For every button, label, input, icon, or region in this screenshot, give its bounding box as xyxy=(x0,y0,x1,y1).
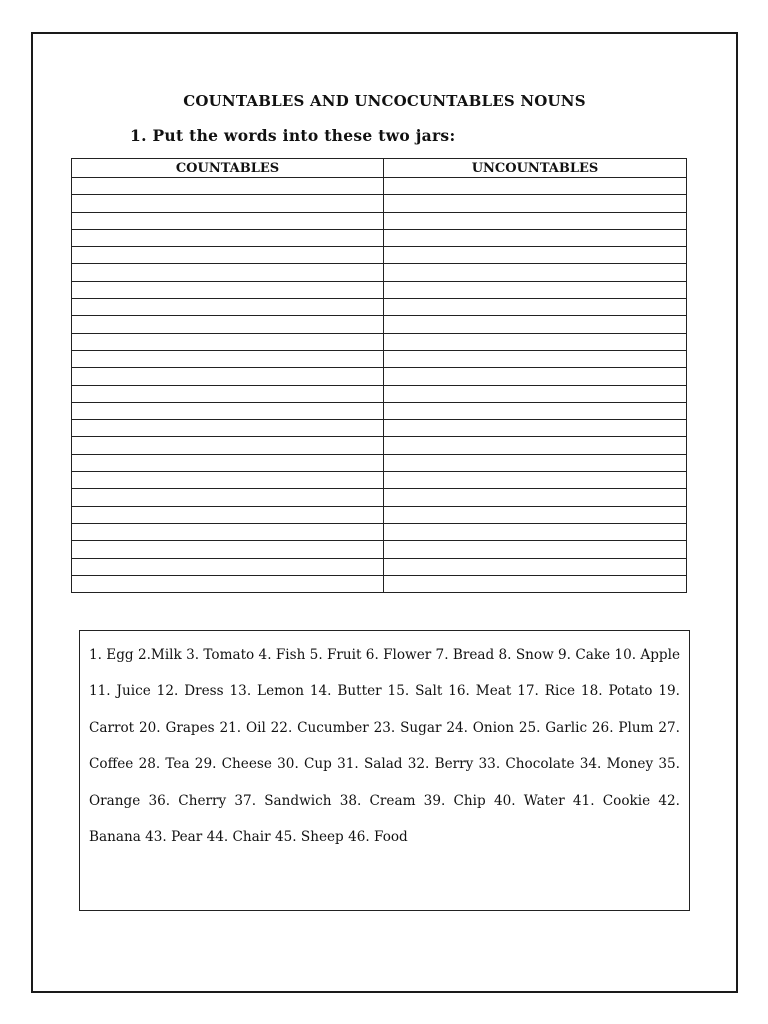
table-header-row xyxy=(72,159,687,178)
countables-header: COUNTABLES xyxy=(72,159,384,178)
uncountable-answer-cell[interactable] xyxy=(384,195,687,212)
jars-table xyxy=(71,158,687,593)
table-row xyxy=(72,523,687,540)
uncountable-answer-cell[interactable] xyxy=(384,437,687,454)
uncountable-answer-cell[interactable] xyxy=(384,316,687,333)
table-row xyxy=(72,212,687,229)
countable-answer-cell[interactable] xyxy=(72,229,384,246)
countable-answer-cell[interactable] xyxy=(72,575,384,592)
table-row xyxy=(72,541,687,558)
table-row xyxy=(72,402,687,419)
worksheet-title: COUNTABLES AND UNCOCUNTABLES NOUNS xyxy=(183,92,586,110)
uncountables-header: UNCOUNTABLES xyxy=(384,159,687,178)
countable-answer-cell[interactable] xyxy=(72,472,384,489)
countable-answer-cell[interactable] xyxy=(72,420,384,437)
uncountable-answer-cell[interactable] xyxy=(384,350,687,367)
uncountable-answer-cell[interactable] xyxy=(384,454,687,471)
table-row xyxy=(72,247,687,264)
table-row xyxy=(72,368,687,385)
countable-answer-cell[interactable] xyxy=(72,281,384,298)
countable-answer-cell[interactable] xyxy=(72,454,384,471)
uncountable-answer-cell[interactable] xyxy=(384,368,687,385)
uncountable-answer-cell[interactable] xyxy=(384,281,687,298)
uncountable-answer-cell[interactable] xyxy=(384,506,687,523)
uncountable-answer-cell[interactable] xyxy=(384,385,687,402)
table-row xyxy=(72,195,687,212)
instruction-text: 1. Put the words into these two jars: xyxy=(130,126,456,145)
table-row xyxy=(72,299,687,316)
uncountable-answer-cell[interactable] xyxy=(384,333,687,350)
countable-answer-cell[interactable] xyxy=(72,385,384,402)
countable-answer-cell[interactable] xyxy=(72,247,384,264)
table-row xyxy=(72,558,687,575)
table-row xyxy=(72,420,687,437)
table-row xyxy=(72,350,687,367)
countable-answer-cell[interactable] xyxy=(72,350,384,367)
uncountable-answer-cell[interactable] xyxy=(384,212,687,229)
table-row xyxy=(72,178,687,195)
uncountable-answer-cell[interactable] xyxy=(384,541,687,558)
table-row xyxy=(72,489,687,506)
table-body xyxy=(72,178,687,593)
countable-answer-cell[interactable] xyxy=(72,506,384,523)
table-row xyxy=(72,454,687,471)
uncountable-answer-cell[interactable] xyxy=(384,472,687,489)
table-row xyxy=(72,385,687,402)
table-row xyxy=(72,506,687,523)
countable-answer-cell[interactable] xyxy=(72,316,384,333)
uncountable-answer-cell[interactable] xyxy=(384,229,687,246)
table-row xyxy=(72,316,687,333)
countable-answer-cell[interactable] xyxy=(72,178,384,195)
uncountable-answer-cell[interactable] xyxy=(384,264,687,281)
uncountable-answer-cell[interactable] xyxy=(384,178,687,195)
countable-answer-cell[interactable] xyxy=(72,212,384,229)
uncountable-answer-cell[interactable] xyxy=(384,575,687,592)
countable-answer-cell[interactable] xyxy=(72,299,384,316)
countable-answer-cell[interactable] xyxy=(72,541,384,558)
uncountable-answer-cell[interactable] xyxy=(384,402,687,419)
uncountable-answer-cell[interactable] xyxy=(384,523,687,540)
countable-answer-cell[interactable] xyxy=(72,558,384,575)
uncountable-answer-cell[interactable] xyxy=(384,420,687,437)
table-row xyxy=(72,437,687,454)
table-row xyxy=(72,281,687,298)
countable-answer-cell[interactable] xyxy=(72,402,384,419)
word-list-box xyxy=(79,630,690,911)
countable-answer-cell[interactable] xyxy=(72,333,384,350)
countable-answer-cell[interactable] xyxy=(72,264,384,281)
countable-answer-cell[interactable] xyxy=(72,523,384,540)
table-row xyxy=(72,575,687,592)
word-list-text: 1. Egg 2.Milk 3. Tomato 4. Fish 5. Fruit 6. Flower 7. Bread 8. Snow 9. Cake 10. Apple 11. Juice 12. Dress 13. Lemon 14. Butter 15. Salt 16. Meat 17. Rice 18. Potato 19. Carrot 20. Grapes 21. Oil 22. Cucumber 23. Sugar 24. Onion 25. Garlic 26. Plum 27. Coffee 28. Tea 29. Cheese 30. Cup 31. Salad 32. Berry 33. Chocolate 34. Money 35. Orange 36. Cherry 37. Sandwich 38. Cream 39. Chip 40. Water 41. Cookie 42. Banana 43. Pear 44. Chair 45. Sheep 46. Food xyxy=(89,647,680,846)
countable-answer-cell[interactable] xyxy=(72,368,384,385)
countable-answer-cell[interactable] xyxy=(72,489,384,506)
uncountable-answer-cell[interactable] xyxy=(384,489,687,506)
uncountable-answer-cell[interactable] xyxy=(384,247,687,264)
countable-answer-cell[interactable] xyxy=(72,195,384,212)
table-row xyxy=(72,333,687,350)
table-row xyxy=(72,472,687,489)
uncountable-answer-cell[interactable] xyxy=(384,299,687,316)
table-row xyxy=(72,229,687,246)
countable-answer-cell[interactable] xyxy=(72,437,384,454)
uncountable-answer-cell[interactable] xyxy=(384,558,687,575)
table-row xyxy=(72,264,687,281)
